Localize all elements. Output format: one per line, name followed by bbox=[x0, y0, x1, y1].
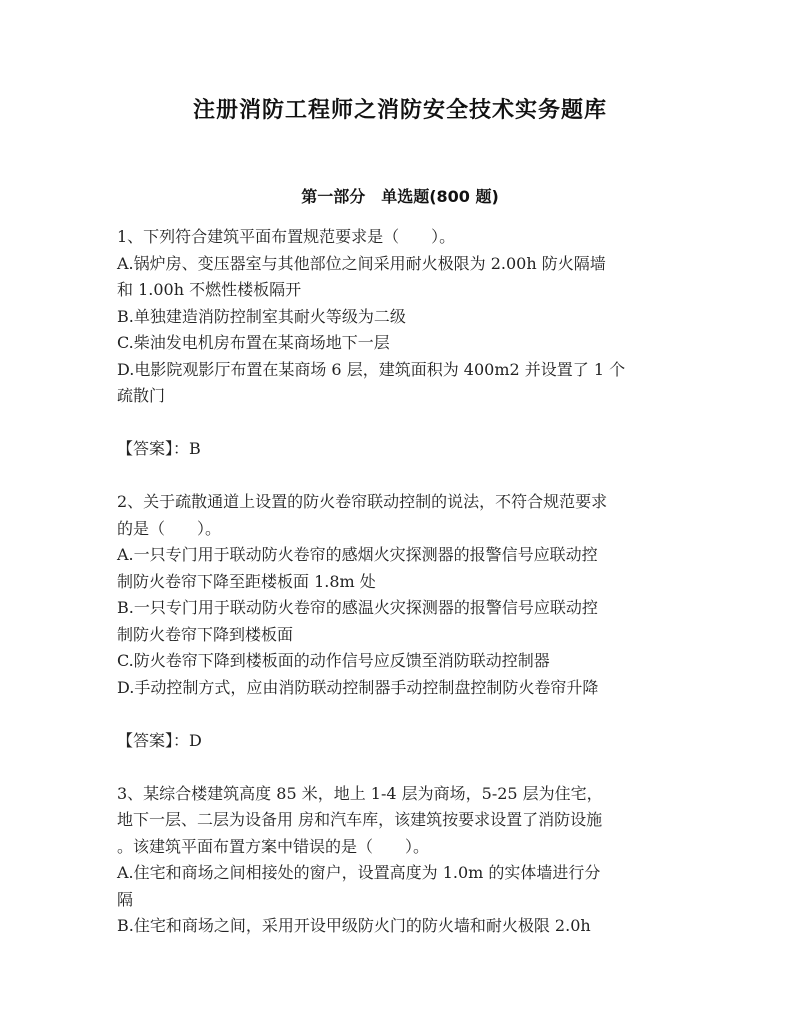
option-a: A.住宅和商场之间相接处的窗户，设置高度为 1.0m 的实体墙进行分 bbox=[117, 863, 601, 882]
option-b: B.住宅和商场之间，采用开设甲级防火门的防火墙和耐火极限 2.0h bbox=[117, 916, 591, 935]
question-block bbox=[117, 781, 687, 940]
option-a-continued: 和 1.00h 不燃性楼板隔开 bbox=[117, 280, 302, 299]
option-b-continued: 制防火卷帘下降到楼板面 bbox=[117, 624, 294, 644]
option-a: A.锅炉房、变压器室与其他部位之间采用耐火极限为 2.00h 防火隔墙 bbox=[117, 253, 606, 273]
option-d: D.电影院观影厅布置在某商场 6 层，建筑面积为 400m2 并设置了 1 个 bbox=[117, 359, 626, 379]
question-stem-continued: 地下一层、二层为设备用 房和汽车库，该建筑按要求设置了消防设施 bbox=[117, 810, 603, 829]
question-block bbox=[117, 224, 687, 489]
option-a: A.一只专门用于联动防火卷帘的感烟火灾探测器的报警信号应联动控 bbox=[117, 545, 598, 564]
question-stem-continued: 。该建筑平面布置方案中错误的是（ ）。 bbox=[117, 836, 430, 856]
question-stem: 1、下列符合建筑平面布置规范要求是（ ）。 bbox=[117, 227, 456, 246]
answer-text: 【答案】：D bbox=[117, 730, 202, 750]
spacer bbox=[117, 463, 687, 490]
section-heading: 第一部分 单选题(800 题) bbox=[301, 187, 499, 206]
question-stem: 2、关于疏散通道上设置的防火卷帘联动控制的说法，不符合规范要求 bbox=[117, 492, 608, 511]
question-stem-continued: 的是（ ）。 bbox=[117, 518, 222, 538]
answer-text: 【答案】：B bbox=[117, 439, 201, 458]
spacer bbox=[117, 410, 687, 437]
option-c: C.防火卷帘下降到楼板面的动作信号应反馈至消防联动控制器 bbox=[117, 651, 550, 670]
document-title: 注册消防工程师之消防安全技术实务题库 bbox=[192, 98, 607, 123]
option-d-continued: 疏散门 bbox=[117, 386, 166, 405]
option-a-continued: 隔 bbox=[117, 889, 134, 909]
spacer bbox=[117, 701, 687, 728]
option-d: D.手动控制方式，应由消防联动控制器手动控制盘控制防火卷帘升降 bbox=[117, 677, 599, 697]
question-list bbox=[117, 224, 687, 940]
question-block bbox=[117, 489, 687, 781]
option-c: C.柴油发电机房布置在某商场地下一层 bbox=[117, 333, 390, 352]
question-stem: 3、某综合楼建筑高度 85 米，地上 1-4 层为商场，5-25 层为住宅， bbox=[117, 783, 603, 803]
spacer bbox=[117, 754, 687, 781]
option-b: B.一只专门用于联动防火卷帘的感温火灾探测器的报警信号应联动控 bbox=[117, 598, 598, 617]
option-a-continued: 制防火卷帘下降至距楼板面 1.8m 处 bbox=[117, 571, 376, 591]
option-b: B.单独建造消防控制室其耐火等级为二级 bbox=[117, 306, 406, 326]
